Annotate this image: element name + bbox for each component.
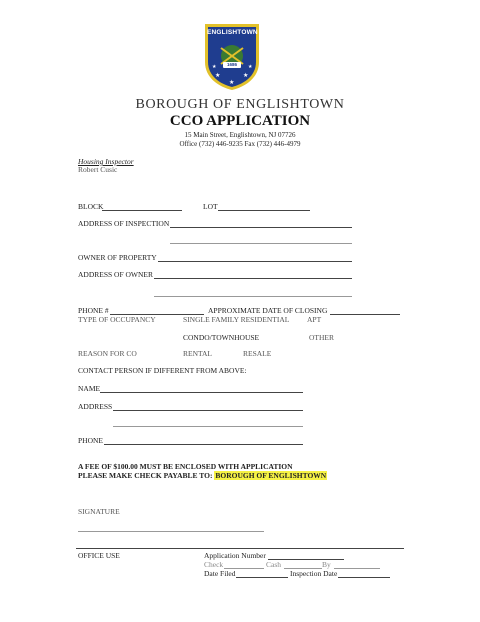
apt-option[interactable]: APT: [307, 315, 322, 324]
contact-address-line-2[interactable]: [113, 426, 303, 427]
address-of-inspection-line-2[interactable]: [170, 243, 352, 244]
lot-label: LOT: [203, 202, 218, 211]
block-line[interactable]: [102, 210, 182, 211]
condo-option[interactable]: CONDO/TOWNHOUSE: [183, 333, 260, 342]
address-of-owner-line[interactable]: [154, 278, 352, 279]
fee-notice-line-1: A FEE OF $100.00 MUST BE ENCLOSED WITH APPLICATION: [78, 462, 293, 471]
date-filed-line[interactable]: [236, 577, 288, 578]
phone-label: PHONE #: [78, 306, 109, 315]
seal-banner-text: ENGLISHTOWN: [207, 29, 258, 36]
owner-of-property-line[interactable]: [158, 261, 352, 262]
seal-ribbon-text: 1686: [226, 62, 237, 67]
signature-label: SIGNATURE: [78, 507, 120, 516]
rental-option[interactable]: RENTAL: [183, 349, 212, 358]
office-phones: Office (732) 446-9235 Fax (732) 446-4979: [179, 140, 301, 148]
fee-notice-prefix: PLEASE MAKE CHECK PAYABLE TO:: [78, 471, 213, 480]
by-line[interactable]: [334, 568, 380, 569]
inspection-date-label: Inspection Date: [290, 569, 338, 578]
address-of-owner-line-2[interactable]: [154, 296, 352, 297]
inspector-label: Housing Inspector: [78, 157, 134, 166]
signature-line[interactable]: [78, 531, 264, 532]
lot-line[interactable]: [218, 210, 310, 211]
borough-heading: BOROUGH OF ENGLISHTOWN: [135, 97, 345, 112]
by-label: By: [322, 560, 331, 569]
address-of-inspection-label: ADDRESS OF INSPECTION: [78, 219, 170, 228]
svg-text:★: ★: [215, 73, 221, 79]
page-title: CCO APPLICATION: [169, 113, 311, 129]
contact-address-line[interactable]: [113, 410, 303, 411]
office-use-label: OFFICE USE: [78, 551, 120, 560]
single-family-option[interactable]: SINGLE FAMILY RESIDENTIAL: [183, 315, 290, 324]
svg-text:★: ★: [229, 80, 235, 86]
contact-name-label: NAME: [78, 384, 101, 393]
svg-text:★: ★: [248, 65, 253, 70]
contact-name-line[interactable]: [100, 392, 303, 393]
address-of-owner-label: ADDRESS OF OWNER: [78, 270, 154, 279]
date-filed-label: Date Filed: [204, 569, 236, 578]
inspection-date-line[interactable]: [338, 577, 390, 578]
resale-option[interactable]: RESALE: [243, 349, 272, 358]
office-address: 15 Main Street, Englishtown, NJ 07726: [184, 131, 296, 139]
contact-phone-line[interactable]: [104, 444, 303, 445]
check-label: Check: [204, 560, 224, 569]
borough-seal: [203, 22, 261, 92]
svg-text:★: ★: [212, 65, 217, 70]
closing-date-label: APPROXIMATE DATE OF CLOSING: [208, 306, 328, 315]
address-of-inspection-line[interactable]: [170, 227, 352, 228]
inspector-name: Robert Cusic: [78, 165, 118, 174]
fee-notice-line-2: [78, 472, 327, 480]
other-option[interactable]: OTHER: [309, 333, 334, 342]
contact-address-label: ADDRESS: [78, 402, 113, 411]
owner-of-property-label: OWNER OF PROPERTY: [78, 253, 157, 262]
block-label: BLOCK: [78, 202, 104, 211]
contact-person-heading: CONTACT PERSON IF DIFFERENT FROM ABOVE:: [78, 366, 247, 375]
contact-phone-label: PHONE: [78, 436, 104, 445]
office-use-divider: [76, 548, 404, 549]
application-number-label: Application Number: [204, 551, 266, 560]
svg-text:★: ★: [243, 73, 249, 79]
type-of-occupancy-label: TYPE OF OCCUPANCY: [78, 315, 156, 324]
closing-date-line[interactable]: [330, 314, 400, 315]
reason-for-co-label: REASON FOR CO: [78, 349, 137, 358]
payee-highlight: BOROUGH OF ENGLISHTOWN: [215, 471, 327, 480]
cash-label: Cash: [266, 560, 281, 569]
